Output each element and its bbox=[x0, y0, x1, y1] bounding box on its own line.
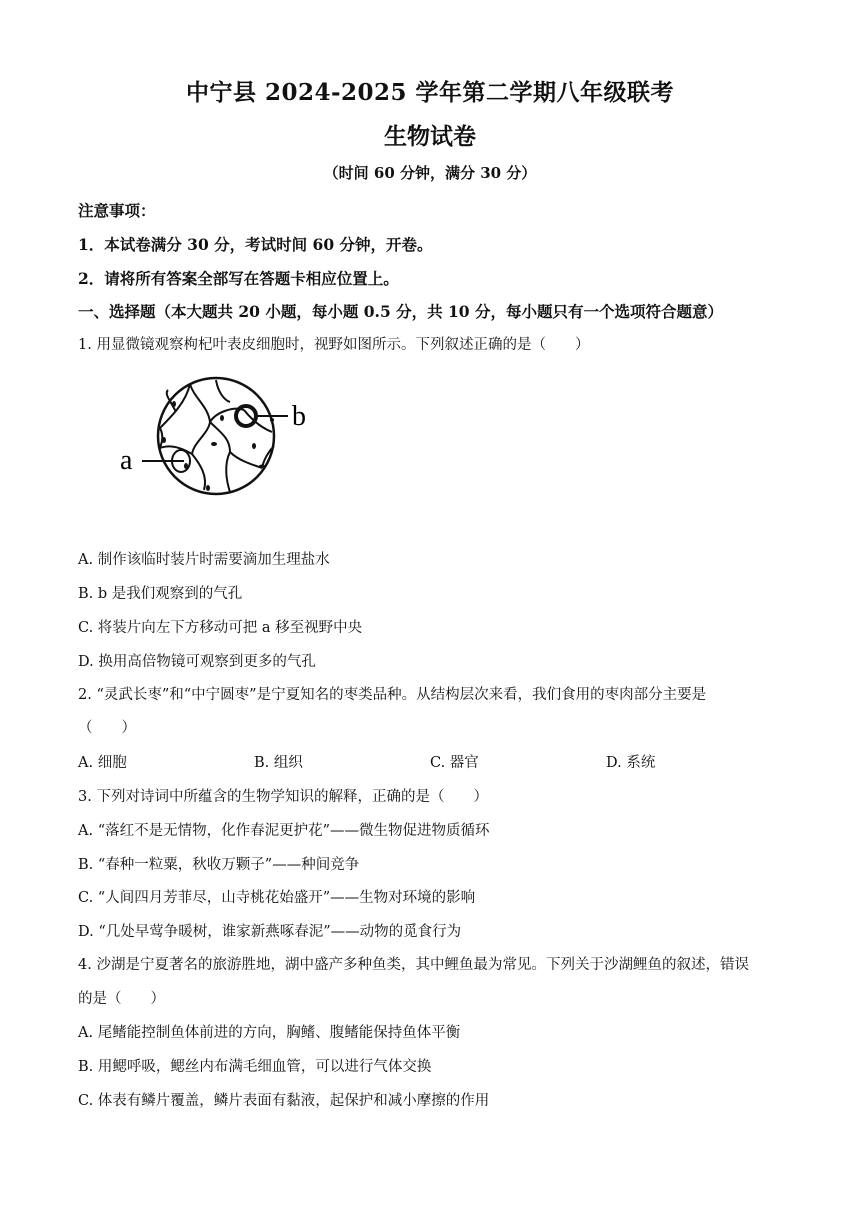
question-3-option-d: D. “几处早莺争暖树，谁家新燕啄春泥”——动物的觅食行为 bbox=[78, 924, 462, 940]
stoma-b bbox=[236, 406, 256, 426]
question-2-option-d: D. 系统 bbox=[606, 755, 656, 771]
question-2-stem-line1: 2. “灵武长枣”和“中宁圆枣”是宁夏知名的枣类品种。从结构层次来看，我们食用的枣肉部分主要是 bbox=[78, 687, 707, 703]
question-2-option-b: B. 组织 bbox=[254, 755, 303, 771]
question-1-option-a: A. 制作该临时装片时需要滴加生理盐水 bbox=[78, 552, 330, 568]
question-4-stem-line2: 的是（ ） bbox=[78, 991, 165, 1007]
question-3-option-a: A. “落红不是无情物，化作春泥更护花”——微生物促进物质循环 bbox=[78, 823, 490, 839]
label-a: a bbox=[120, 445, 133, 476]
exam-title: 中宁县 2024-2025 学年第二学期八年级联考 bbox=[185, 79, 675, 106]
question-3-option-c: C. “人间四月芳菲尽，山寺桃花始盛开”——生物对环境的影响 bbox=[78, 890, 476, 906]
question-1-option-b: B. b 是我们观察到的气孔 bbox=[78, 586, 243, 602]
label-b: b bbox=[292, 401, 306, 432]
question-1-stem: 1. 用显微镜观察枸杞叶表皮细胞时，视野如图所示。下列叙述正确的是（ ） bbox=[78, 337, 590, 353]
question-4-stem-line1: 4. 沙湖是宁夏著名的旅游胜地，湖中盛产多种鱼类，其中鲤鱼最为常见。下列关于沙湖鲤鱼的叙述，错误 bbox=[78, 957, 749, 973]
question-2-stem-line2: （ ） bbox=[78, 720, 136, 736]
subject-title: 生物试卷 bbox=[384, 123, 476, 150]
notes-heading: 注意事项： bbox=[78, 201, 156, 220]
microscope-view-figure bbox=[112, 372, 322, 502]
question-4-option-b: B. 用鳃呼吸，鳃丝内布满毛细血管，可以进行气体交换 bbox=[78, 1059, 432, 1075]
question-1-option-d: D. 换用高倍物镜可观察到更多的气孔 bbox=[78, 654, 316, 670]
question-2-option-a: A. 细胞 bbox=[78, 755, 127, 771]
note-item-1: 1．本试卷满分 30 分，考试时间 60 分钟，开卷。 bbox=[78, 235, 433, 254]
question-3-option-b: B. “春种一粒粟，秋收万颗子”——种间竞争 bbox=[78, 857, 360, 873]
question-3-stem: 3. 下列对诗词中所蕴含的生物学知识的解释，正确的是（ ） bbox=[78, 789, 488, 805]
question-1-option-c: C. 将装片向左下方移动可把 a 移至视野中央 bbox=[78, 620, 363, 636]
epidermal-cell-walls bbox=[160, 380, 274, 492]
note-item-2: 2．请将所有答案全部写在答题卡相应位置上。 bbox=[78, 269, 399, 288]
question-2-option-c: C. 器官 bbox=[430, 755, 479, 771]
time-info: （时间 60 分钟，满分 30 分） bbox=[323, 164, 537, 182]
question-4-option-c: C. 体表有鳞片覆盖，鳞片表面有黏液，起保护和减小摩擦的作用 bbox=[78, 1093, 490, 1109]
field-of-view-circle bbox=[158, 378, 274, 494]
question-4-option-a: A. 尾鳍能控制鱼体前进的方向，胸鳍、腹鳍能保持鱼体平衡 bbox=[78, 1025, 461, 1041]
section-heading: 一、选择题（本大题共 20 小题，每小题 0.5 分，共 10 分，每小题只有一个选项符合题意） bbox=[78, 302, 723, 321]
